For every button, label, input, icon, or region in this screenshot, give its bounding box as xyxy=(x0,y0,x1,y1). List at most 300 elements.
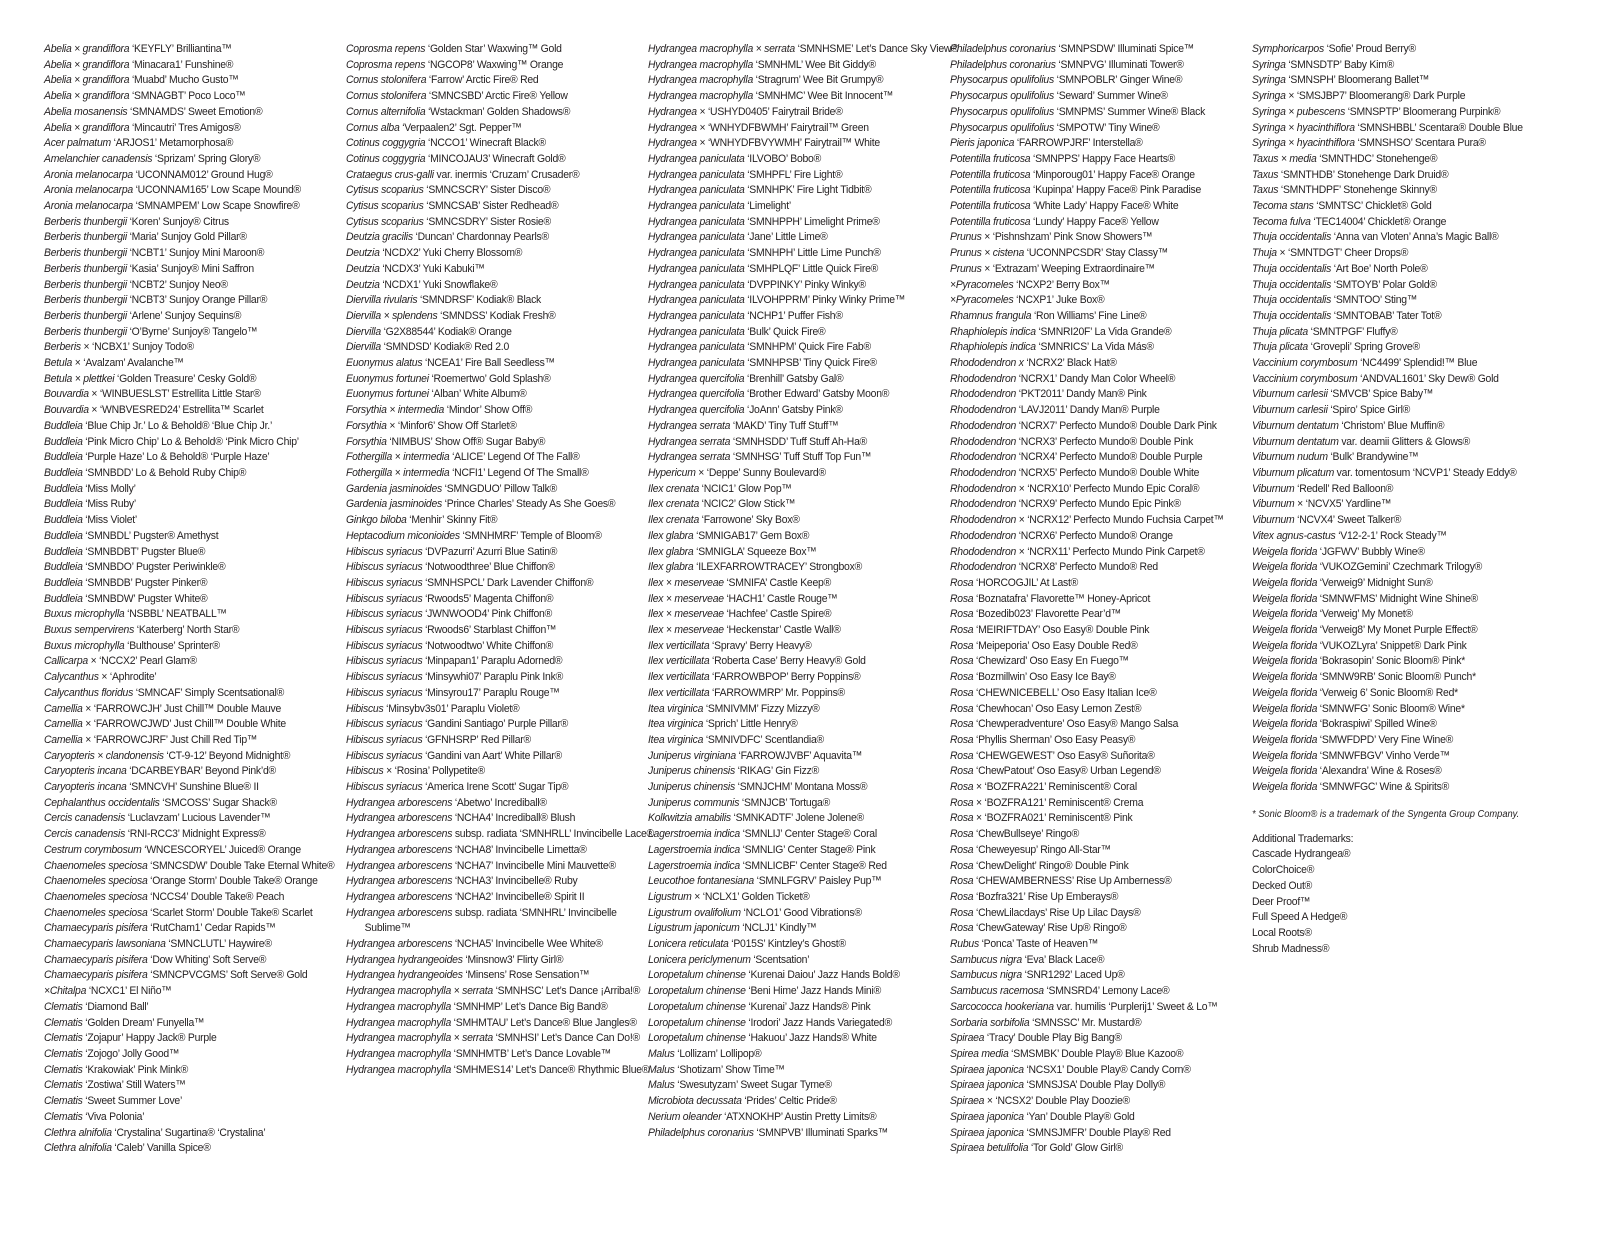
list-item xyxy=(346,592,647,608)
cultivar-name: ‘Bozmillwin’ Oso Easy Ice Bay® xyxy=(973,671,1116,684)
species-name: Calycanthus floridus xyxy=(44,686,134,699)
cultivar-name: ‘NCRX1’ Dandy Man Color Wheel® xyxy=(1016,372,1176,385)
cultivar-name: ‘Notwoodthree’ Blue Chiffon® xyxy=(422,561,555,574)
cultivar-name: ‘SMNTSC’ Chicklet® Gold xyxy=(1313,200,1432,213)
cultivar-name: ‘MEIRIFTDAY’ Oso Easy® Double Pink xyxy=(973,624,1150,637)
list-item xyxy=(1252,639,1551,655)
list-item xyxy=(648,654,949,670)
species-name: Potentilla fruticosa xyxy=(950,184,1031,197)
cultivar-name: ‘NCSX1’ Double Play® Candy Corn® xyxy=(1023,1063,1191,1076)
cultivar-name: ‘NCRX7’ Perfecto Mundo® Double Dark Pink xyxy=(1016,419,1217,432)
cultivar-name: ‘SMNHMP’ Let’s Dance Big Band® xyxy=(451,1000,608,1013)
list-item xyxy=(346,733,647,749)
species-name: Itea virginica xyxy=(648,702,704,715)
cultivar-name: ‘Ponca’ Taste of Heaven™ xyxy=(978,938,1099,951)
cultivar-name: ‘Miss Violet’ xyxy=(82,514,138,527)
cultivar-name: ‘TEC14004’ Chicklet® Orange xyxy=(1310,215,1447,228)
list-item xyxy=(346,387,647,403)
list-item xyxy=(44,749,345,765)
species-name: Sambucus nigra xyxy=(950,953,1022,966)
species-name: Cornus alternifolia xyxy=(346,105,426,118)
cultivar-name: ‘Kurenai Daiou’ Jazz Hands Bold® xyxy=(745,969,900,982)
cultivar-name: ‘KEYFLY’ Brilliantina™ xyxy=(129,43,232,55)
list-item xyxy=(950,1016,1251,1032)
species-name: Clematis xyxy=(44,1079,83,1092)
species-name: Ilex × meserveae xyxy=(648,576,724,589)
cultivar-name: ‘CHEWNICEBELL’ Oso Easy Italian Ice® xyxy=(973,686,1157,699)
list-item xyxy=(44,403,345,419)
species-name: Cercis canadensis xyxy=(44,828,126,841)
cultivar-name: ‘SMNBDD’ Lo & Behold Ruby Chip® xyxy=(82,466,247,479)
species-name: Clethra alnifolia xyxy=(44,1126,112,1139)
list-item xyxy=(44,984,345,1000)
list-item xyxy=(648,1126,949,1142)
species-name: Rhododendron xyxy=(950,419,1017,432)
list-item xyxy=(44,702,345,718)
list-item xyxy=(44,1063,345,1079)
species-name: Bouvardia xyxy=(44,388,89,401)
cultivar-name: × ‘WNHYDFBWMH’ Fairytrail™ Green xyxy=(696,121,869,134)
list-item xyxy=(1252,340,1551,356)
species-name: Hydrangea paniculata xyxy=(648,231,745,244)
list-item xyxy=(950,968,1251,984)
cultivar-name: ‘NCDX1’ Yuki Snowflake® xyxy=(379,278,498,291)
species-name: Prunus xyxy=(950,231,982,244)
cultivar-name: subsp. radiata ‘SMNHRLL’ Invincibelle Lace® xyxy=(452,828,654,841)
species-name: Rhaphiolepis indica xyxy=(950,325,1036,338)
species-name: Rosa xyxy=(950,765,974,778)
species-name: Chaenomeles speciosa xyxy=(44,890,148,903)
species-name: Rubus xyxy=(950,938,979,951)
cultivar-name: ‘SMNAGBT’ Poco Loco™ xyxy=(129,90,246,103)
list-item xyxy=(648,340,949,356)
list-item xyxy=(648,1110,949,1126)
cultivar-name: ‘SMNSHSO’ Scentara Pura® xyxy=(1354,137,1486,150)
species-name: Hydrangea paniculata xyxy=(648,309,745,322)
list-item xyxy=(648,906,949,922)
species-name: Ilex crenata xyxy=(648,482,700,495)
species-name: Berberis thunbergii xyxy=(44,262,127,275)
cultivar-name: ‘White Lady’ Happy Face® White xyxy=(1030,200,1179,213)
species-name: Viburnum nudum xyxy=(1252,451,1328,464)
species-name: Buddleia xyxy=(44,498,83,511)
species-name: Hydrangea arborescens xyxy=(346,796,453,809)
cultivar-name: ‘SMNBDO’ Pugster Periwinkle® xyxy=(82,561,226,574)
cultivar-name: ‘ChewGateway’ Rise Up® Ringo® xyxy=(973,922,1127,935)
list-item xyxy=(1252,764,1551,780)
list-item xyxy=(648,560,949,576)
list-item xyxy=(1252,702,1551,718)
cultivar-name: ‘SMNSDTP’ Baby Kim® xyxy=(1285,58,1395,71)
species-name: ×Pyracomeles xyxy=(950,294,1014,307)
list-item xyxy=(648,482,949,498)
list-item xyxy=(44,576,345,592)
cultivar-name: ‘Golden Dream’ Funyella™ xyxy=(82,1016,205,1029)
cultivar-name: ‘Mincautri’ Tres Amigos® xyxy=(129,121,241,134)
species-name: Syringa xyxy=(1252,90,1286,103)
species-name: Hydrangea paniculata xyxy=(648,262,745,275)
cultivar-name: ‘SMNHSPCL’ Dark Lavender Chiffon® xyxy=(422,576,594,589)
species-name: Chamaecyparis lawsoniana xyxy=(44,938,166,951)
species-name: Vaccinium corymbosum xyxy=(1252,357,1358,370)
list-item xyxy=(1252,450,1551,466)
list-item xyxy=(648,1047,949,1063)
cultivar-name: ‘Chewperadventure’ Oso Easy® Mango Salsa xyxy=(973,718,1179,731)
cultivar-name: ‘UCONNPCSDR’ Stay Classy™ xyxy=(1024,247,1168,260)
cultivar-name: ‘Lundy’ Happy Face® Yellow xyxy=(1030,215,1159,228)
species-name: Weigela florida xyxy=(1252,749,1318,762)
species-name: Calycanthus xyxy=(44,671,99,684)
cultivar-name: ‘SMNWFGC’ Wine & Spirits® xyxy=(1317,781,1450,794)
cultivar-name: ‘CHEWGEWEST’ Oso Easy® Suñorita® xyxy=(973,749,1155,762)
cultivar-name: ‘WNCESCORYEL’ Juiced® Orange xyxy=(141,843,301,856)
cultivar-name: ‘SMNLFGRV’ Paisley Pup™ xyxy=(753,875,882,888)
cultivar-name: subsp. radiata ‘SMNHRL’ Invincibelle Sublime™ xyxy=(364,906,617,935)
cultivar-name: ‘ILVOBO’ Bobo® xyxy=(744,152,822,165)
species-name: Buddleia xyxy=(44,592,83,605)
list-item xyxy=(648,1094,949,1110)
list-item xyxy=(950,670,1251,686)
cultivar-name: ‘Viva Polonia’ xyxy=(82,1110,145,1123)
cultivar-name: ‘NCHA2’ Invincibelle® Spirit II xyxy=(452,890,585,903)
list-item xyxy=(648,890,949,906)
cultivar-name: ‘Kasia’ Sunjoy® Mini Saffron xyxy=(126,262,254,275)
cultivar-name: ‘NCIC1’ Glow Pop™ xyxy=(699,482,792,495)
species-name: Crataegus crus-galli xyxy=(346,168,434,181)
cultivar-name: ‘SMNRI20F’ La Vida Grande® xyxy=(1035,325,1172,338)
species-name: Chaenomeles speciosa xyxy=(44,859,148,872)
species-name: Buddleia xyxy=(44,419,83,432)
species-name: Nerium oleander xyxy=(648,1110,722,1123)
species-name: Kolkwitzia amabilis xyxy=(648,812,731,825)
species-name: Weigela florida xyxy=(1252,781,1318,794)
cultivar-name: ‘Miss Ruby’ xyxy=(82,498,136,511)
species-name: Hibiscus syriacus xyxy=(346,749,423,762)
list-item xyxy=(648,733,949,749)
species-name: Ilex verticillata xyxy=(648,671,710,684)
cultivar-name: × ‘FARROWCJRF’ Just Chill Red Tip™ xyxy=(82,733,258,746)
cultivar-name: ‘RutCham1’ Cedar Rapids™ xyxy=(147,922,276,935)
list-item xyxy=(1252,529,1551,545)
cultivar-name: ‘SMNCSDW’ Double Take Eternal White® xyxy=(147,859,335,872)
species-name: Buxus sempervirens xyxy=(44,624,135,637)
species-name: Diervilla rivularis xyxy=(346,294,418,307)
list-item xyxy=(950,953,1251,969)
species-name: Hydrangea arborescens xyxy=(346,843,453,856)
species-name: Spiraea xyxy=(950,1032,985,1045)
cultivar-name: ‘SMNHSG’ Tuff Stuff Top Fun™ xyxy=(730,451,872,464)
list-item xyxy=(346,1031,657,1047)
cultivar-name: ‘Blue Chip Jr.’ Lo & Behold® ‘Blue Chip Jr.’ xyxy=(82,419,273,432)
cultivar-name: ‘SMNPOBLR’ Ginger Wine® xyxy=(1053,74,1183,87)
list-item xyxy=(1252,42,1551,58)
species-name: Fothergilla × intermedia xyxy=(346,466,450,479)
cultivar-name: ‘SMCOSS’ Sugar Shack® xyxy=(159,796,277,809)
species-name: Rosa xyxy=(950,718,974,731)
cultivar-name: ‘SMNSSC’ Mr. Mustard® xyxy=(1029,1016,1142,1029)
species-name: Lagerstroemia indica xyxy=(648,828,740,841)
list-item xyxy=(44,152,345,168)
species-name: Ligustrum xyxy=(648,890,692,903)
cultivar-name: ‘Hakuou’ Jazz Hands® White xyxy=(745,1032,877,1045)
species-name: Loropetalum chinense xyxy=(648,1016,746,1029)
species-name: Buddleia xyxy=(44,545,83,558)
list-item xyxy=(950,1126,1251,1142)
cultivar-name: ‘Swesutyzam’ Sweet Sugar Tyme® xyxy=(674,1079,832,1092)
cultivar-name: ‘NCDX2’ Yuki Cherry Blossom® xyxy=(379,247,523,260)
cultivar-name: × ‘FARROWCJH’ Just Chill™ Double Mauve xyxy=(82,702,282,715)
list-item xyxy=(346,811,647,827)
cultivar-name: ‘NCBT1’ Sunjoy Mini Maroon® xyxy=(126,247,265,260)
cultivar-name: ‘SMNSRD4’ Lemony Lace® xyxy=(1043,985,1170,998)
cultivar-name: ‘Alexandra’ Wine & Roses® xyxy=(1317,765,1442,778)
list-item xyxy=(950,199,1251,215)
list-item xyxy=(1252,670,1551,686)
cultivar-name: ‘SMNJCB’ Tortuga® xyxy=(739,796,831,809)
species-name: Cephalanthus occidentalis xyxy=(44,796,160,809)
species-name: Weigela florida xyxy=(1252,592,1318,605)
cultivar-name: ‘SMNHSDD’ Tuff Stuff Ah-Ha® xyxy=(730,435,868,448)
list-item xyxy=(346,372,647,388)
cultivar-name: ‘Rwoods5’ Magenta Chiffon® xyxy=(422,592,554,605)
species-name: Hydrangea xyxy=(648,121,697,134)
species-name: Chamaecyparis pisifera xyxy=(44,953,148,966)
cultivar-name: ‘Roemertwo’ Gold Splash® xyxy=(428,372,551,385)
list-item xyxy=(44,1031,345,1047)
cultivar-name: ‘Prince Charles’ Steady As She Goes® xyxy=(441,498,616,511)
trademark-item: Decked Out® xyxy=(1252,879,1313,892)
list-item xyxy=(950,262,1251,278)
list-item xyxy=(44,419,345,435)
cultivar-name: ‘Arlene’ Sunjoy Sequins® xyxy=(126,309,242,322)
list-item xyxy=(346,168,647,184)
cultivar-name: ‘Verpaalen2’ Sgt. Pepper™ xyxy=(399,121,522,134)
list-item xyxy=(346,325,647,341)
list-item xyxy=(950,482,1251,498)
list-item xyxy=(648,73,949,89)
list-item xyxy=(1252,733,1551,749)
cultivar-name: ‘DVPPINKY’ Pinky Winky® xyxy=(744,278,866,291)
cultivar-name: ‘SMNCSAB’ Sister Redhead® xyxy=(423,200,559,213)
list-item xyxy=(1252,749,1551,765)
cultivar-name: ‘NCHA5’ Invincibelle Wee White® xyxy=(452,938,603,951)
list-item xyxy=(648,293,949,309)
list-item xyxy=(346,58,647,74)
cultivar-name: ‘Pink Micro Chip’ Lo & Behold® ‘Pink Micro Chip’ xyxy=(82,435,299,448)
cultivar-name: ‘Miss Molly’ xyxy=(82,482,136,495)
species-name: Leucothoe fontanesiana xyxy=(648,875,754,888)
species-name: Hydrangea arborescens xyxy=(346,938,453,951)
species-name: Weigela florida xyxy=(1252,733,1318,746)
species-name: Spiraea japonica xyxy=(950,1079,1024,1092)
list-item xyxy=(44,780,345,796)
species-name: Aronia melanocarpa xyxy=(44,168,133,181)
list-item xyxy=(648,686,949,702)
list-item xyxy=(44,560,345,576)
species-name: Hydrangea macrophylla × serrata xyxy=(346,1032,493,1045)
species-name: Rosa xyxy=(950,812,974,825)
cultivar-name: ‘SMNCVH’ Sunshine Blue® II xyxy=(126,781,259,794)
species-name: Cytisus scoparius xyxy=(346,200,424,213)
cultivar-name: ‘NCRX6’ Perfecto Mundo® Orange xyxy=(1016,529,1173,542)
cultivar-name: ‘Cheweyesup’ Ringo All-Star™ xyxy=(973,843,1111,856)
species-name: Chamaecyparis pisifera xyxy=(44,922,148,935)
species-name: Acer palmatum xyxy=(44,137,111,150)
species-name: Juniperus chinensis xyxy=(648,781,735,794)
cultivar-name: ‘NCIC2’ Glow Stick™ xyxy=(699,498,796,511)
column-1 xyxy=(44,42,346,1237)
cultivar-name: ‘NCRX9’ Perfecto Mundo Epic Pink® xyxy=(1016,498,1181,511)
cultivar-name: × ‘Avalzam’ Avalanche™ xyxy=(72,357,184,370)
species-name: Syringa × hyacinthiflora xyxy=(1252,137,1355,150)
species-name: Syringa xyxy=(1252,58,1286,71)
species-name: Clematis xyxy=(44,1032,83,1045)
list-item xyxy=(346,419,647,435)
species-name: Potentilla fruticosa xyxy=(950,200,1031,213)
list-item xyxy=(44,340,345,356)
cultivar-name: × ‘Extrazam’ Weeping Extraordinaire™ xyxy=(981,262,1155,275)
species-name: Abelia mosanensis xyxy=(44,105,128,118)
list-item xyxy=(1252,623,1551,639)
list-item xyxy=(346,340,647,356)
list-item xyxy=(648,1078,949,1094)
list-item xyxy=(950,230,1251,246)
list-item xyxy=(950,403,1251,419)
cultivar-name: ‘SMHPFL’ Fire Light® xyxy=(744,168,843,181)
list-item xyxy=(648,717,949,733)
list-item xyxy=(346,121,647,137)
cultivar-name: ‘G2X88544’ Kodiak® Orange xyxy=(380,325,512,338)
species-name: Rhamnus frangula xyxy=(950,309,1032,322)
list-item xyxy=(44,89,345,105)
list-item xyxy=(950,105,1251,121)
species-name: Cercis canadensis xyxy=(44,812,126,825)
species-name: Berberis thunbergii xyxy=(44,231,127,244)
list-item xyxy=(648,639,949,655)
list-item xyxy=(648,984,949,1000)
species-name: Weigela florida xyxy=(1252,702,1318,715)
cultivar-name: ‘ALICE’ Legend Of The Fall® xyxy=(449,451,580,464)
cultivar-name: ‘NCXP1’ Juke Box® xyxy=(1013,294,1105,307)
cultivar-name: ‘V12-2-1’ Rock Steady™ xyxy=(1335,529,1447,542)
list-item xyxy=(950,796,1251,812)
cultivar-name: ‘Grovepli’ Spring Grove® xyxy=(1307,341,1420,354)
cultivar-name: ‘Minsybv3s01’ Paraplu Violet® xyxy=(383,702,520,715)
cultivar-name: ‘DVPazurri’ Azurri Blue Satin® xyxy=(422,545,558,558)
list-item xyxy=(44,654,345,670)
list-item xyxy=(648,529,949,545)
cultivar-name: ‘Meipeporia’ Oso Easy Double Red® xyxy=(973,639,1138,652)
species-name: Microbiota decussata xyxy=(648,1095,742,1108)
cultivar-name: ‘Scentsation’ xyxy=(750,953,810,966)
cultivar-name: ‘NCBT2’ Sunjoy Neo® xyxy=(126,278,228,291)
species-name: Cornus alba xyxy=(346,121,400,134)
cultivar-name: ‘UCONNAM012’ Ground Hug® xyxy=(132,168,273,181)
species-name: Malus xyxy=(648,1079,675,1092)
list-item xyxy=(648,419,949,435)
list-item xyxy=(648,121,949,137)
list-item xyxy=(1252,592,1551,608)
species-name: Camellia xyxy=(44,702,83,715)
species-name: Tecoma fulva xyxy=(1252,215,1311,228)
species-name: Ilex × meserveae xyxy=(648,592,724,605)
cultivar-name: ‘SMNWFMS’ Midnight Wine Shine® xyxy=(1317,592,1478,605)
list-item xyxy=(1252,576,1551,592)
species-name: Symphoricarpos xyxy=(1252,43,1324,55)
list-item xyxy=(648,183,949,199)
species-name: Weigela florida xyxy=(1252,671,1318,684)
cultivar-name: ‘Maria’ Sunjoy Gold Pillar® xyxy=(126,231,247,244)
cultivar-name: ‘NCHA4’ Incrediball® Blush xyxy=(452,812,576,825)
species-name: Buddleia xyxy=(44,435,83,448)
species-name: Hibiscus syriacus xyxy=(346,733,423,746)
species-name: Viburnum carlesii xyxy=(1252,404,1328,417)
species-name: Fothergilla × intermedia xyxy=(346,451,450,464)
species-name: Clematis xyxy=(44,1063,83,1076)
list-item xyxy=(648,796,949,812)
species-name: Thuja plicata xyxy=(1252,325,1308,338)
species-name: Ilex crenata xyxy=(648,498,700,511)
species-name: Bouvardia xyxy=(44,404,89,417)
list-item xyxy=(648,466,949,482)
list-item xyxy=(346,89,647,105)
list-item xyxy=(950,607,1251,623)
species-name: Hydrangea paniculata xyxy=(648,152,745,165)
list-item xyxy=(950,497,1251,513)
list-item xyxy=(346,953,647,969)
list-item xyxy=(648,387,949,403)
list-item xyxy=(346,545,647,561)
list-item xyxy=(950,702,1251,718)
list-item xyxy=(44,623,345,639)
cultivar-name: var. tomentosum ‘NCVP1’ Steady Eddy® xyxy=(1334,466,1517,479)
cultivar-name: ‘VUKOZLyra’ Snippet® Dark Pink xyxy=(1317,639,1467,652)
species-name: Weigela florida xyxy=(1252,655,1318,668)
list-item xyxy=(950,136,1251,152)
list-item xyxy=(346,717,647,733)
cultivar-name: ‘SMNSPH’ Bloomerang Ballet™ xyxy=(1285,74,1430,87)
species-name: Rosa xyxy=(950,608,974,621)
cultivar-name: ‘SMNDRSF’ Kodiak® Black xyxy=(417,294,542,307)
list-item xyxy=(648,246,949,262)
list-item xyxy=(648,435,949,451)
species-name: Hydrangea macrophylla xyxy=(346,1063,452,1076)
species-name: Chaenomeles speciosa xyxy=(44,875,148,888)
cultivar-name: ‘JWNWOOD4’ Pink Chiffon® xyxy=(422,608,553,621)
cultivar-name: ‘Yan’ Double Play® Gold xyxy=(1023,1110,1135,1123)
species-name: Clematis xyxy=(44,1000,83,1013)
list-item xyxy=(346,262,647,278)
species-name: Ginkgo biloba xyxy=(346,514,407,527)
species-name: Rhododendron xyxy=(950,498,1017,511)
list-item xyxy=(648,859,949,875)
list-item xyxy=(44,58,345,74)
cultivar-name: ‘MINCOJAU3’ Winecraft Gold® xyxy=(425,152,566,165)
cultivar-name: ‘SMNLIG’ Center Stage® Pink xyxy=(739,843,876,856)
species-name: Lagerstroemia indica xyxy=(648,843,740,856)
species-name: Sarcococca hookeriana xyxy=(950,1000,1054,1013)
list-item xyxy=(44,733,345,749)
list-item xyxy=(346,136,647,152)
species-name: ×Pyracomeles xyxy=(950,278,1014,291)
species-name: Ilex verticillata xyxy=(648,655,710,668)
species-name: Hydrangea serrata xyxy=(648,435,731,448)
species-name: Rhododendron xyxy=(950,435,1017,448)
species-name: Hydrangea paniculata xyxy=(648,168,745,181)
list-item xyxy=(950,984,1251,1000)
cultivar-name: ‘SMNHML’ Wee Bit Giddy® xyxy=(753,58,876,71)
cultivar-name: ‘Zojogo’ Jolly Good™ xyxy=(82,1048,180,1060)
